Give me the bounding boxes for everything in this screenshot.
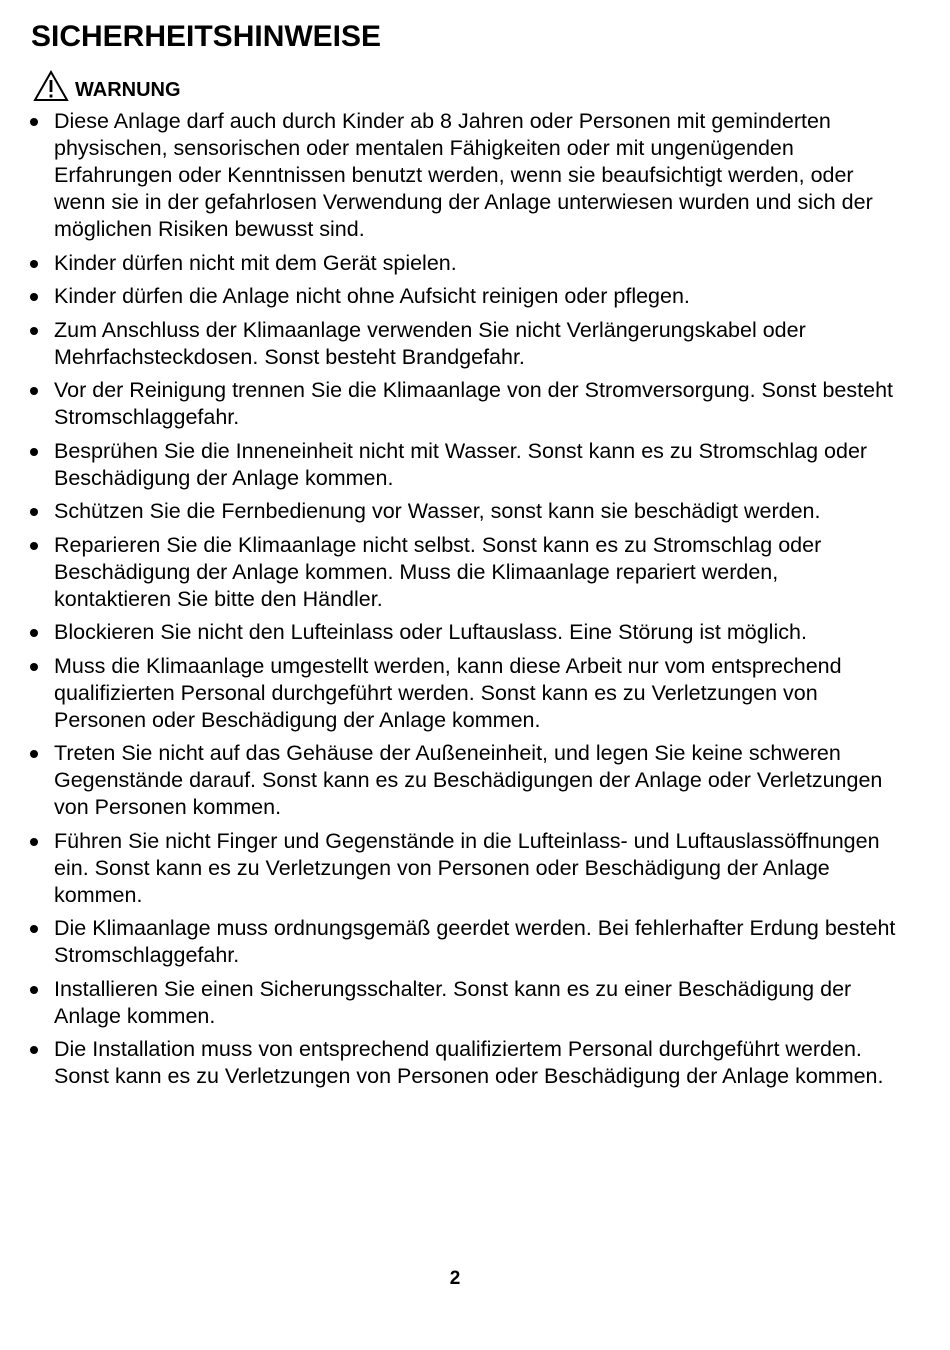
list-item [30,108,900,243]
list-item-text: Kinder dürfen die Anlage nicht ohne Aufsicht reinigen oder pflegen. [54,284,690,308]
list-item [30,498,900,525]
list-item-text: Reparieren Sie die Klimaanlage nicht selbst. Sonst kann es zu Stromschlag oder Beschädigung der Anlage kommen. Muss die Klimaanlage repariert werden, kontaktieren Sie bitte den Händler. [54,532,822,611]
bullet-icon [30,508,38,516]
list-item-text: Diese Anlage darf auch durch Kinder ab 8 Jahren oder Personen mit geminderten physischen, sensorischen oder mentalen Fähigkeiten oder mit ungenügenden Erfahrungen oder Kenntnissen benutzt werden, wenn sie beaufsichtigt werden, oder wenn sie in der gefahrlosen Verwendung der Anlage unterwiesen wurden und sich der möglichen Risiken bewusst sind. [54,109,873,241]
bullet-icon [30,663,38,671]
list-item [30,250,900,277]
safety-instructions-list [30,108,900,1097]
list-item-text: Zum Anschluss der Klimaanlage verwenden Sie nicht Verlängerungskabel oder Mehrfachsteckdosen. Sonst besteht Brandgefahr. [54,317,806,369]
list-item [30,976,900,1030]
list-item-text: Installieren Sie einen Sicherungsschalter. Sonst kann es zu einer Beschädigung der Anlage kommen. [54,976,852,1028]
list-item [30,438,900,492]
page-number: 2 [449,1268,461,1289]
bullet-icon [30,986,38,994]
list-item [30,915,900,969]
bullet-icon [30,387,38,395]
list-item [30,1036,900,1090]
bullet-icon [30,838,38,846]
list-item [30,828,900,909]
list-item-text: Muss die Klimaanlage umgestellt werden, kann diese Arbeit nur vom entsprechend qualifizierten Personal durchgeführt werden. Sonst kann es zu Verletzungen von Personen oder Beschädigung der Anlage kommen. [54,653,842,732]
list-item [30,377,900,431]
list-item-text: Führen Sie nicht Finger und Gegenstände in die Lufteinlass- und Luftauslassöffnungen ein. Sonst kann es zu Verletzungen von Personen oder Beschädigung der Anlage kommen. [54,828,880,907]
bullet-icon [30,629,38,637]
bullet-icon [30,293,38,301]
list-item [30,317,900,371]
warning-header [33,70,181,102]
page-title: SICHERHEITSHINWEISE [31,20,382,53]
bullet-icon [30,1046,38,1054]
bullet-icon [30,118,38,126]
warning-triangle-icon [33,70,69,102]
list-item-text: Vor der Reinigung trennen Sie die Klimaanlage von der Stromversorgung. Sonst besteht Stromschlaggefahr. [54,378,894,429]
list-item-text: Die Klimaanlage muss ordnungsgemäß geerdet werden. Bei fehlerhafter Erdung besteht Stromschlaggefahr. [54,916,896,967]
list-item-text: Besprühen Sie die Inneneinheit nicht mit Wasser. Sonst kann es zu Stromschlag oder Beschädigung der Anlage kommen. [54,438,868,490]
list-item-text: Kinder dürfen nicht mit dem Gerät spielen. [54,250,457,275]
list-item-text: Blockieren Sie nicht den Lufteinlass oder Luftauslass. Eine Störung ist möglich. [54,620,807,644]
list-item-text: Schützen Sie die Fernbedienung vor Wasser, sonst kann sie beschädigt werden. [54,499,821,523]
list-item [30,619,900,646]
bullet-icon [30,925,38,933]
list-item-text: Treten Sie nicht auf das Gehäuse der Außeneinheit, und legen Sie keine schweren Gegenstände darauf. Sonst kann es zu Beschädigungen der Anlage oder Verletzungen von Personen kommen. [54,741,883,819]
bullet-icon [30,750,38,758]
bullet-icon [30,327,38,335]
list-item-text: Die Installation muss von entsprechend qualifiziertem Personal durchgeführt werden. Sonst kann es zu Verletzungen von Personen oder Beschädigung der Anlage kommen. [54,1037,884,1088]
bullet-icon [30,542,38,550]
bullet-icon [30,260,38,268]
bullet-icon [30,448,38,456]
list-item [30,283,900,310]
list-item [30,653,900,734]
warning-label: WARNUNG [75,78,181,101]
list-item [30,532,900,613]
list-item [30,740,900,821]
